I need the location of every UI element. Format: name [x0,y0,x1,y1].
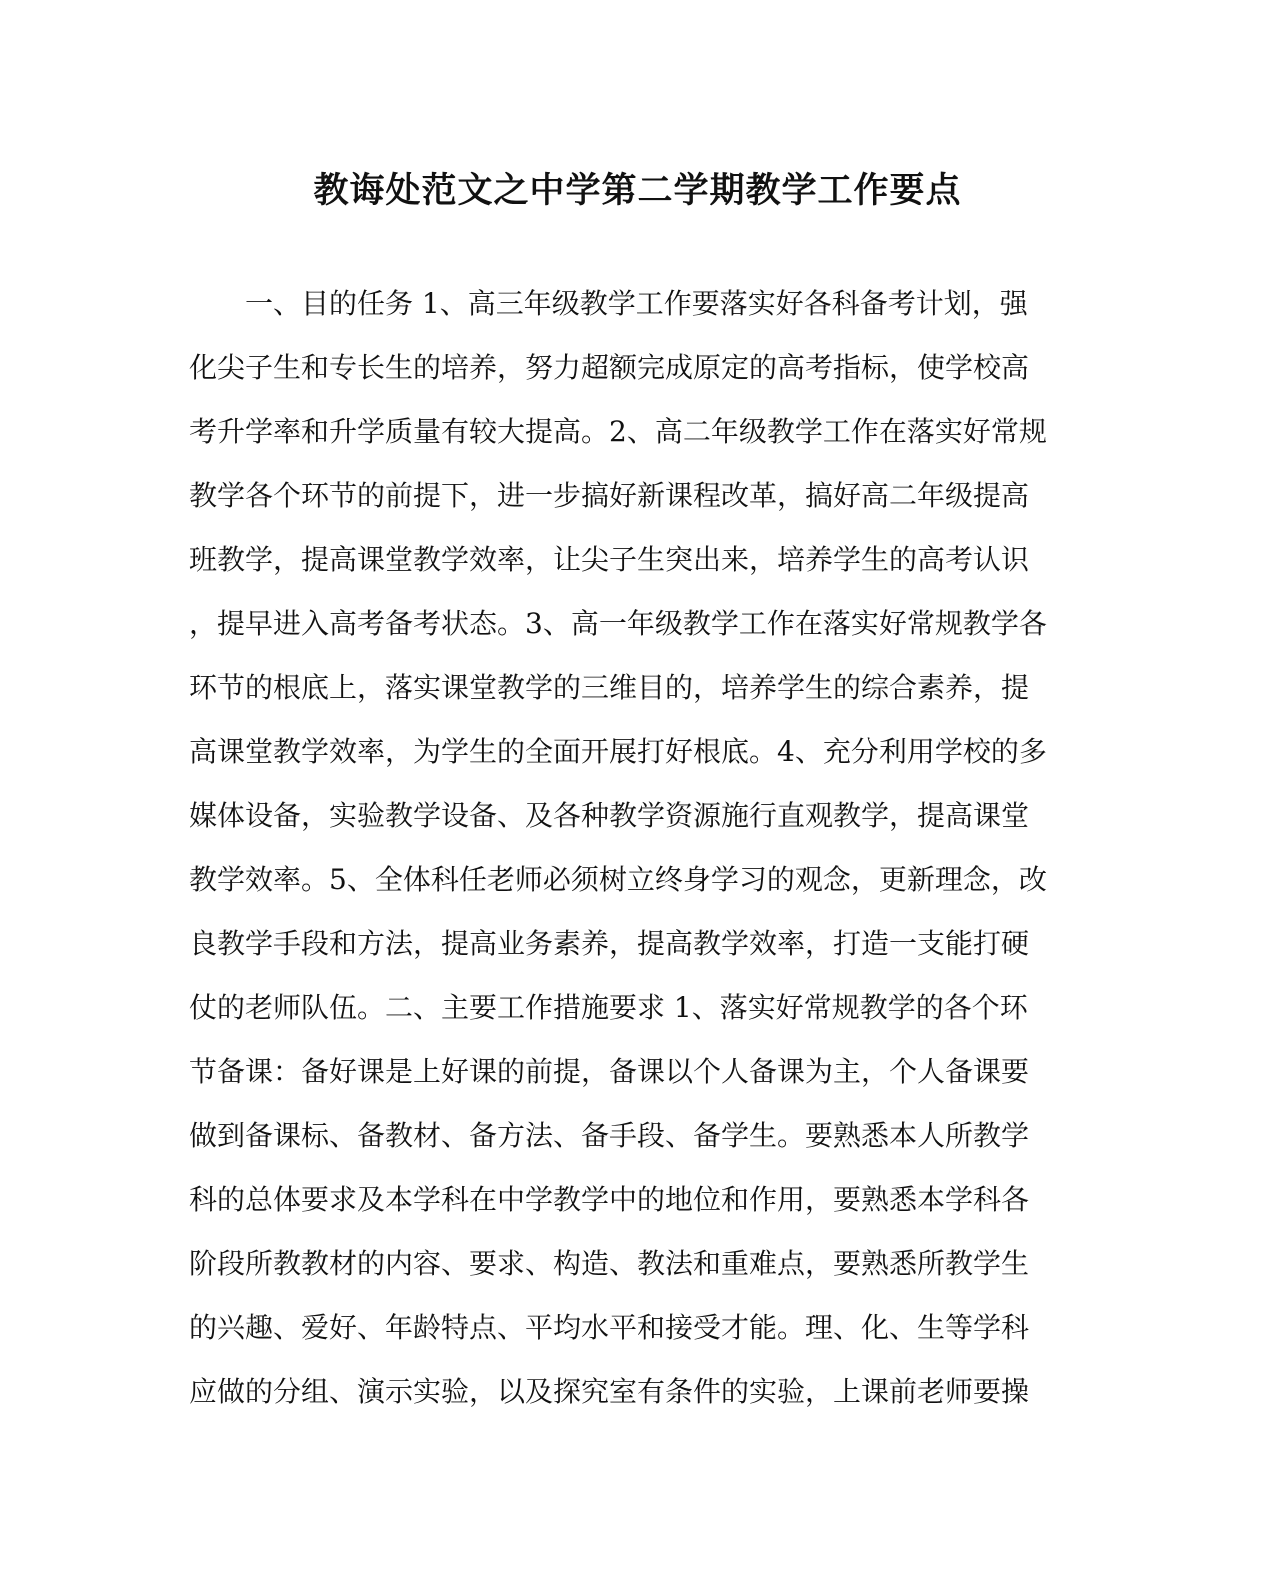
body-line: ，提早进入高考备考状态。3、高一年级教学工作在落实好常规教学各 [189,607,1047,640]
body-line: 考升学率和升学质量有较大提高。2、高二年级教学工作在落实好常规 [189,415,1047,448]
body-line: 环节的根底上，落实课堂教学的三维目的，培养学生的综合素养，提 [189,671,1030,704]
body-line: 班教学，提高课堂教学效率，让尖子生突出来，培养学生的高考认识 [189,543,1030,576]
body-line: 良教学手段和方法，提高业务素养，提高教学效率，打造一支能打硬 [189,927,1030,960]
body-line: 做到备课标、备教材、备方法、备手段、备学生。要熟悉本人所教学 [189,1119,1030,1152]
body-line: 的兴趣、爱好、年龄特点、平均水平和接受才能。理、化、生等学科 [189,1311,1030,1344]
body-line: 节备课：备好课是上好课的前提，备课以个人备课为主，个人备课要 [189,1055,1030,1088]
body-line: 仗的老师队伍。二、主要工作措施要求 1、落实好常规教学的各个环 [189,991,1028,1024]
body-line: 教学各个环节的前提下，进一步搞好新课程改革，搞好高二年级提高 [189,479,1030,512]
document-body [189,272,1089,1424]
body-line: 一、目的任务 1、高三年级教学工作要落实好各科备考计划，强 [245,287,1028,320]
body-line: 高课堂教学效率，为学生的全面开展打好根底。4、充分利用学校的多 [189,735,1047,768]
body-line: 阶段所教教材的内容、要求、构造、教法和重难点，要熟悉所教学生 [189,1247,1030,1280]
body-line: 科的总体要求及本学科在中学教学中的地位和作用，要熟悉本学科各 [189,1183,1030,1216]
document-title: 教诲处范文之中学第二学期教学工作要点 [313,170,962,211]
body-line: 应做的分组、演示实验，以及探究室有条件的实验，上课前老师要操 [189,1375,1030,1408]
body-line: 媒体设备，实验教学设备、及各种教学资源施行直观教学，提高课堂 [189,799,1030,832]
body-line: 教学效率。5、全体科任老师必须树立终身学习的观念，更新理念，改 [189,863,1047,896]
body-line: 化尖子生和专长生的培养，努力超额完成原定的高考指标，使学校高 [189,351,1030,384]
